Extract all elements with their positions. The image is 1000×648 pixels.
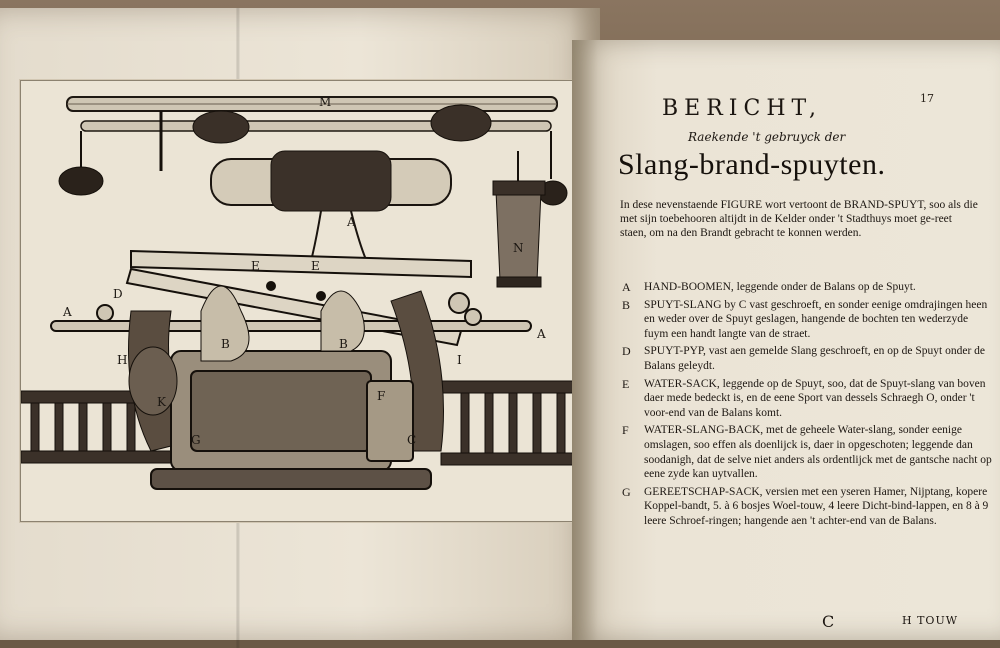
intro-paragraph: In dese nevenstaende FIGURE wort vertoont de BRAND-SPUYT, soo als die met sijn toebehooren altijdt in de Kelder onder 't Stadthuys moet ge-reet staen, om na den Brandt gebracht te konnen werden.	[620, 199, 978, 239]
label-e2: E	[311, 259, 321, 273]
label-g: G	[191, 433, 202, 447]
label-e1: E	[251, 259, 261, 273]
entry-letter: D	[622, 344, 631, 359]
hose-roll	[211, 151, 451, 271]
label-m: M	[319, 95, 333, 109]
entry-text: HAND-BOOMEN, leggende onder de Balans op de Spuyt.	[644, 281, 916, 293]
label-i: I	[457, 353, 463, 367]
entry-letter: F	[622, 423, 629, 438]
entry-letter: E	[622, 376, 630, 391]
right-page	[572, 40, 1000, 640]
label-b2: B	[339, 337, 349, 351]
label-a-left: A	[63, 305, 73, 319]
label-h: H	[117, 353, 129, 367]
list-item	[622, 344, 992, 373]
list-item	[622, 280, 992, 295]
label-n: N	[513, 241, 525, 255]
entry-text: GEREETSCHAP-SACK, versien met een yseren Hamer, Nijptang, kopere Koppel-bandt, 5. à 6 bosjes Woel-touw, 4 leere Dicht-bind-lappen, en 8 à 9 leere Schroef-ringen; hangende aen 't achter-end van de Balans.	[644, 485, 989, 527]
label-c: C	[407, 433, 418, 447]
label-a-right: A	[537, 327, 547, 341]
entry-text: WATER-SLANG-BACK, met de geheele Water-slang, sonder eenige omslagen, soo effen als doenlijck is, daer in opgeschoten; leggende dan soodanigh, dat de selve niet anders als ordentlijck met de gantsche nacht op eene zyde kan uytvallen.	[644, 424, 992, 481]
signature-mark: C	[822, 612, 835, 631]
label-b1: B	[221, 337, 231, 351]
entry-list	[622, 280, 992, 532]
entry-letter: G	[622, 484, 631, 499]
entry-text: SPUYT-PYP, vast aen gemelde Slang geschroeft, en op de Spuyt onder de Balans geleydt.	[644, 345, 986, 372]
label-a-upper: A	[347, 215, 357, 229]
engraving-plate	[20, 80, 588, 522]
list-item	[622, 485, 992, 529]
left-page	[0, 8, 600, 640]
entry-text: SPUYT-SLANG by C vast geschroeft, en sonder eenige omdrajingen heen en weder over de Spuyt geslagen, hangende de bochten ten wederzyde fuym een handt langte van de straet.	[644, 298, 988, 340]
bucket-n	[493, 151, 545, 287]
title-subline: Raekende 't gebruyck der	[688, 130, 846, 144]
label-d: D	[113, 287, 124, 301]
label-k: K	[157, 395, 167, 409]
label-f: F	[377, 389, 387, 403]
entry-letter: A	[622, 280, 631, 294]
list-item	[622, 298, 992, 342]
list-item	[622, 423, 992, 481]
title-main: Slang-brand-spuyten.	[618, 148, 886, 181]
title-bericht: BERICHT,	[662, 96, 822, 121]
list-item	[622, 377, 992, 421]
catchword: H TOUW	[902, 614, 959, 627]
page-number: 17	[920, 92, 934, 105]
entry-text: WATER-SACK, leggende op de Spuyt, soo, dat de Spuyt-slang van boven daer mede bedeckt is, en de eene Sport van dessels Schraegh O, onder 't voor-end van de Balans komt.	[644, 377, 986, 419]
fire-engine-illustration	[21, 81, 587, 521]
entry-letter: B	[622, 297, 631, 312]
sack-k	[129, 347, 177, 415]
box-f	[367, 381, 413, 461]
